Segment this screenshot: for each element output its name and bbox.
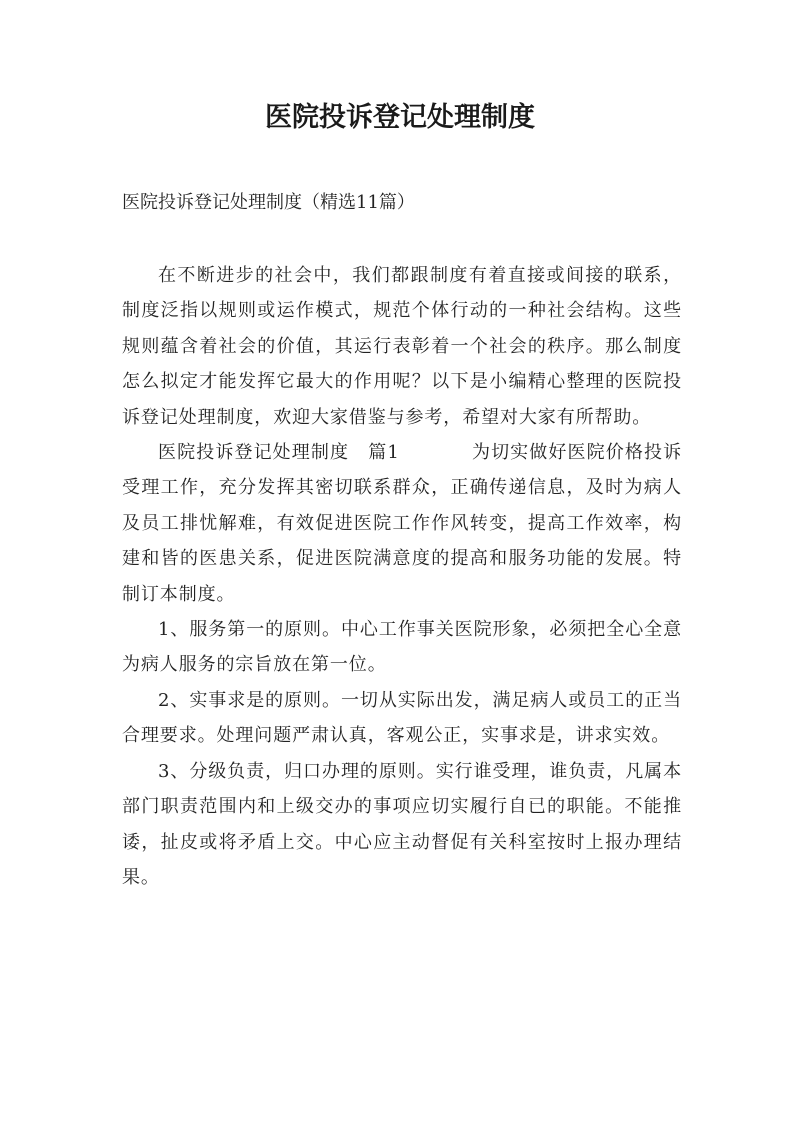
document-body [122,258,682,895]
chapter-text: 为切实做好医院价格投诉受理工作，充分发挥其密切联系群众，正确传递信息，及时为病人及员工排忧解难，有效促进医院工作作风转变，提高工作效率，构建和皆的医患关系，促进医院满意度的提高和服务功能的发展。特制订本制度。 [122,442,682,605]
document-subtitle: 医院投诉登记处理制度（精选11篇） [122,192,415,213]
principle-item-2: 2、实事求是的原则。一切从实际出发，满足病人或员工的正当合理要求。处理问题严肃认真，客观公正，实事求是，讲求实效。 [122,689,682,747]
principle-item-1: 1、服务第一的原则。中心工作事关医院形象，必须把全心全意为病人服务的宗旨放在第一位。 [122,619,682,676]
chapter-heading: 医院投诉登记处理制度 篇1 [158,442,400,464]
chapter-paragraph [122,435,682,612]
document-title: 医院投诉登记处理制度 [265,102,535,133]
principle-item-3: 3、分级负责，归口办理的原则。实行谁受理，谁负责，凡属本部门职责范围内和上级交办的事项应切实履行自已的职能。不能推诿，扯皮或将矛盾上交。中心应主动督促有关科室按时上报办理结果。 [122,760,682,888]
intro-paragraph: 在不断进步的社会中，我们都跟制度有着直接或间接的联系，制度泛指以规则或运作模式，规范个体行动的一种社会结构。这些规则蕴含着社会的价值，其运行表彰着一个社会的秩序。那么制度怎么拟定才能发挥它最大的作用呢？以下是小编精心整理的医院投诉登记处理制度，欢迎大家借鉴与参考，希望对大家有所帮助。 [122,265,682,428]
